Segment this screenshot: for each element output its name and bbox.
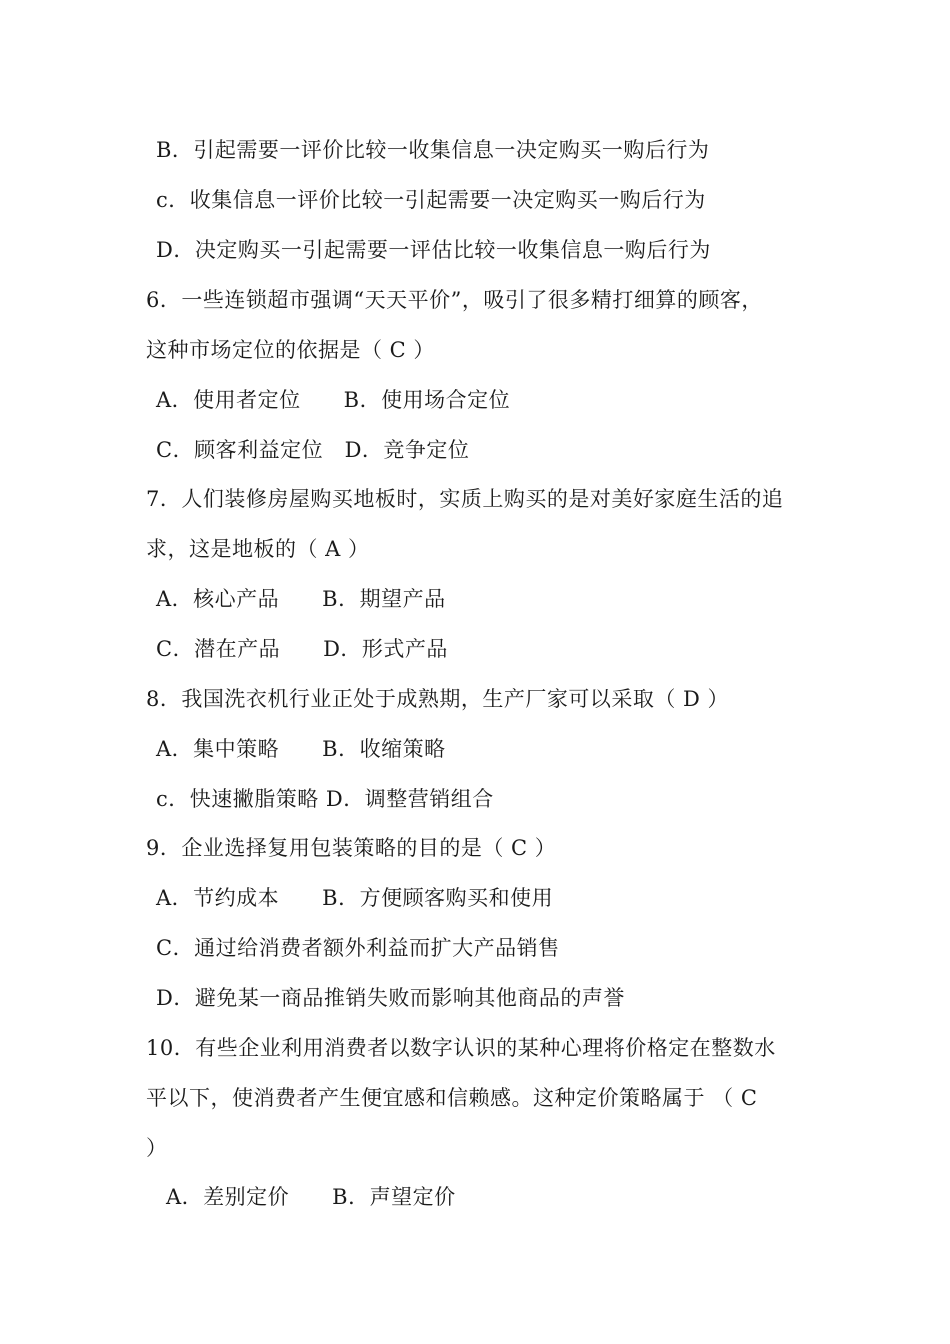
q6-options-ab: A．使用者定位 B．使用场合定位 xyxy=(156,388,511,412)
q8-options-ab: A．集中策略 B．收缩策略 xyxy=(156,737,446,761)
q7-options-ab: A．核心产品 B．期望产品 xyxy=(156,587,446,611)
q8-question: 8．我国洗衣机行业正处于成熟期，生产厂家可以采取（ D ） xyxy=(146,687,730,711)
q6-options-cd: C．顾客利益定位 D．竞争定位 xyxy=(156,438,470,462)
q10-question-line-1: 10．有些企业利用消费者以数字认识的某种心理将价格定在整数水 xyxy=(146,1036,776,1060)
q5-option-c: c．收集信息一评价比较一引起需要一决定购买一购后行为 xyxy=(156,188,706,212)
q10-question-line-2: 平以下，使消费者产生便宜感和信赖感。这种定价策略属于 （ C xyxy=(146,1086,758,1110)
q8-options-cd: c．快速撇脂策略 D．调整营销组合 xyxy=(156,787,494,811)
q7-question-line-1: 7．人们装修房屋购买地板时，实质上购买的是对美好家庭生活的追 xyxy=(146,487,784,511)
q7-question-line-2: 求，这是地板的（ A ） xyxy=(146,537,370,561)
q6-question-line-2: 这种市场定位的依据是（ C ） xyxy=(146,338,435,362)
q9-option-d: D．避免某一商品推销失败而影响其他商品的声誉 xyxy=(156,986,625,1010)
q9-option-c: C．通过给消费者额外利益而扩大产品销售 xyxy=(156,936,560,960)
q9-question: 9．企业选择复用包装策略的目的是（ C ） xyxy=(146,836,557,860)
q9-options-ab: A．节约成本 B．方便顾客购买和使用 xyxy=(156,886,554,910)
q6-question-line-1: 6．一些连锁超市强调“天天平价”，吸引了很多精打细算的顾客， xyxy=(146,288,763,312)
q7-options-cd: C．潜在产品 D．形式产品 xyxy=(156,637,448,661)
q5-option-b: B．引起需要一评价比较一收集信息一决定购买一购后行为 xyxy=(156,138,710,162)
q5-option-d: D．决定购买一引起需要一评估比较一收集信息一购后行为 xyxy=(156,238,711,262)
q10-options-ab: A．差别定价 B．声望定价 xyxy=(166,1185,456,1209)
q10-question-line-3: ） xyxy=(146,1136,168,1160)
